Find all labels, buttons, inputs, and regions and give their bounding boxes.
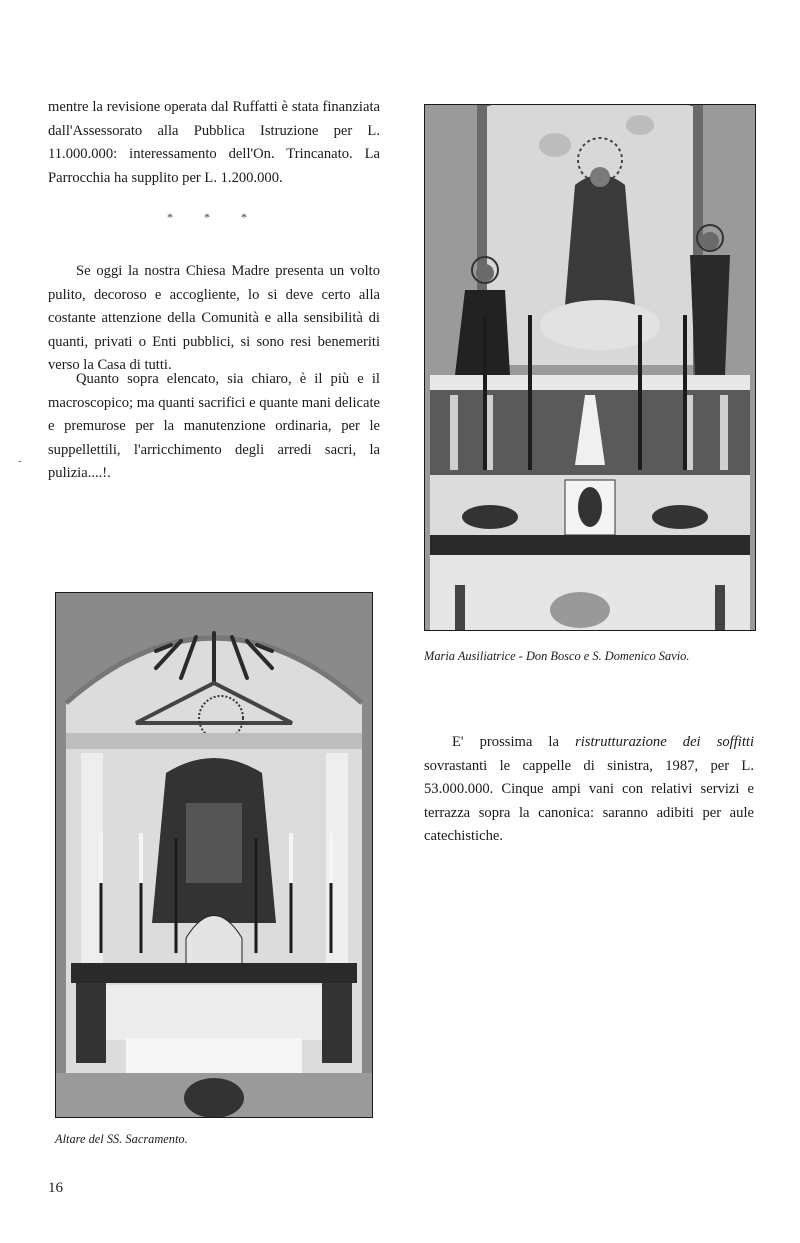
- altar-illustration: [56, 593, 372, 1117]
- paragraph-ristrutturazione-emphasis: ristrutturazione dei soffitti: [575, 734, 755, 750]
- photo-maria-ausiliatrice: [424, 104, 756, 631]
- page-number: 16: [48, 1180, 63, 1196]
- caption-altare-sacramento: Altare del SS. Sacramento.: [55, 1132, 188, 1146]
- paragraph-ristrutturazione: [424, 731, 754, 849]
- section-separator: * * *: [167, 210, 261, 224]
- paragraph-ruffatti-funding: mentre la revisione operata dal Ruffatti è stata finanziata dall'Assessorato alla Pubblica Istruzione per L. 11.000.000: interessamento dell'On. Trincanato. La Parrocchia ha supplito per L. 1.200.000.: [48, 99, 380, 186]
- paragraph-sacrifici: Quanto sopra elencato, sia chiaro, è il più e il macroscopico; ma quanti sacrifici e quante mani delicate e premurose per la manutenzione ordinaria, per le suppellettili, l'arricchimento degli arredi sacri, la pulizia....!.: [48, 371, 380, 482]
- paragraph-ristrutturazione-end: sovrastanti le cappelle di sinistra, 1987, per L. 53.000.000. Cinque ampi vani con relativi servizi e terrazza sopra la canonica: saranno adibiti per aule catechistiche.: [424, 757, 754, 845]
- margin-mark: -: [18, 456, 22, 467]
- caption-maria-ausiliatrice: Maria Ausiliatrice - Don Bosco e S. Domenico Savio.: [424, 649, 690, 663]
- statue-altar-illustration: [425, 105, 755, 630]
- paragraph-ristrutturazione-start: E' prossima la: [452, 734, 576, 750]
- paragraph-chiesa-madre: Se oggi la nostra Chiesa Madre presenta un volto pulito, decoroso e accogliente, lo si deve certo alla costante attenzione della Comunità e alla sensibilità di quanti, privati o Enti pubblici, si sono resi benemeriti verso la Casa di tutti.: [48, 263, 380, 374]
- photo-altare-sacramento: [55, 592, 373, 1118]
